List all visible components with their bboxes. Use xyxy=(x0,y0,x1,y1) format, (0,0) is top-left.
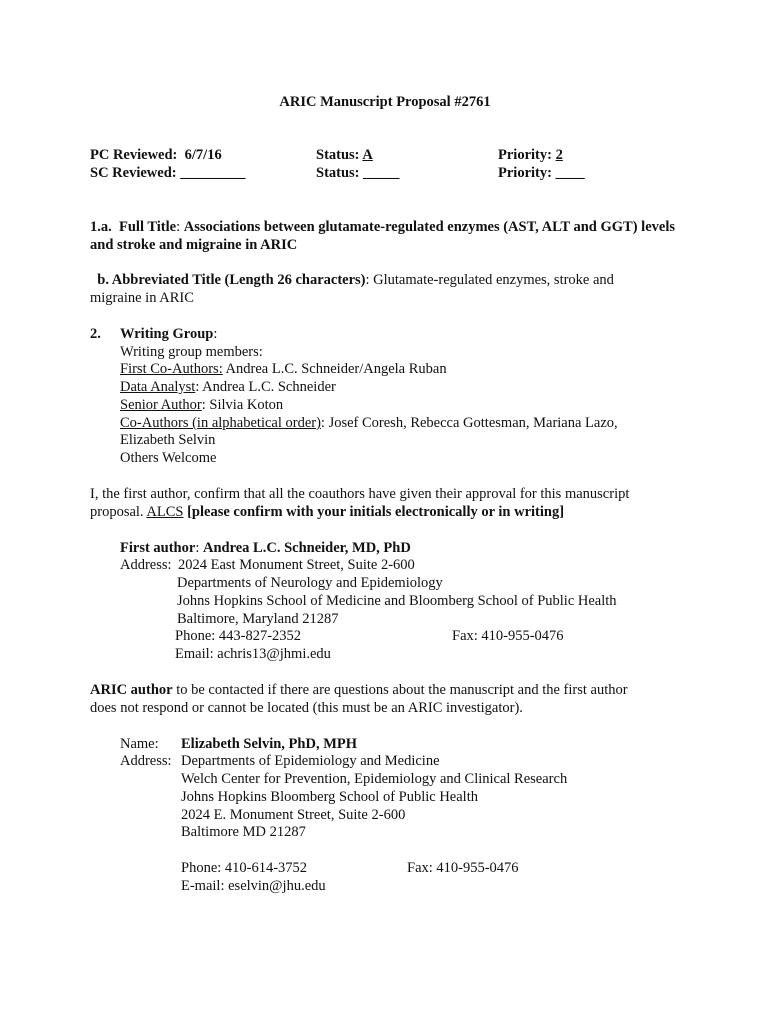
writing-group-heading xyxy=(120,326,217,344)
full-title-section xyxy=(90,219,675,255)
aric-address-line: Welch Center for Prevention, Epidemiology and Clinical Research xyxy=(181,771,568,787)
others-welcome: Others Welcome xyxy=(120,450,217,466)
priority-sc-label: Priority: xyxy=(498,165,552,181)
first-coauthors-value: Andrea L.C. Schneider/Angela Ruban xyxy=(222,361,447,377)
coauthors xyxy=(120,415,618,433)
aric-author-line-1 xyxy=(90,682,628,700)
sc-reviewed-value: _________ xyxy=(180,165,246,181)
pc-reviewed xyxy=(90,147,222,165)
aric-email: E-mail: eselvin@jhu.edu xyxy=(181,878,326,894)
status-sc-value: _____ xyxy=(363,165,400,181)
first-author-phone: Phone: 443-827-2352 xyxy=(175,628,302,644)
senior-author-value: : Silvia Koton xyxy=(201,397,284,413)
coauthors-label: Co-Authors (in alphabetical order) xyxy=(120,415,321,431)
first-author-address-line: Baltimore, Maryland 21287 xyxy=(177,611,339,627)
writing-group-number: 2. xyxy=(90,326,101,342)
senior-author-label: Senior Author xyxy=(120,397,202,413)
sc-reviewed xyxy=(90,165,245,183)
full-title-sep: : xyxy=(176,219,184,235)
writing-group-members-heading: Writing group members: xyxy=(120,344,263,360)
abbreviated-title-section xyxy=(90,272,660,308)
data-analyst-label: Data Analyst xyxy=(120,379,196,395)
sc-reviewed-label: SC Reviewed: xyxy=(90,165,177,181)
abbreviated-title-text: Glutamate-regulated enzymes, stroke and migraine in ARIC xyxy=(90,272,614,306)
aric-address-line: 2024 E. Monument Street, Suite 2-600 xyxy=(181,807,406,823)
status-sc-label: Status: xyxy=(316,165,360,181)
first-author-email: Email: achris13@jhmi.edu xyxy=(175,646,331,662)
aric-phone: Phone: 410-614-3752 xyxy=(181,860,308,876)
coauthors-value: : Josef Coresh, Rebecca Gottesman, Mariana Lazo, xyxy=(320,415,618,431)
priority-pc-label: Priority: xyxy=(498,147,552,163)
aric-author-line-2: does not respond or cannot be located (this must be an ARIC investigator). xyxy=(90,700,523,716)
confirm-initials: ALCS xyxy=(146,504,184,520)
first-author-sep: : xyxy=(195,540,203,556)
data-analyst xyxy=(120,379,336,397)
priority-pc-value: 2 xyxy=(555,147,563,163)
first-author-fax: Fax: 410-955-0476 xyxy=(452,628,564,644)
aric-address-line: Baltimore MD 21287 xyxy=(181,824,306,840)
pc-reviewed-label: PC Reviewed: xyxy=(90,147,178,163)
aric-fax: Fax: 410-955-0476 xyxy=(407,860,519,876)
pc-reviewed-value: 6/7/16 xyxy=(184,147,222,163)
aric-address-line: Johns Hopkins Bloomberg School of Public Health xyxy=(181,789,478,805)
coauthors-continued: Elizabeth Selvin xyxy=(120,432,216,448)
aric-name-label: Name: xyxy=(120,736,159,752)
aric-author-line-1-rest: to be contacted if there are questions about the manuscript and the first author xyxy=(172,682,628,698)
status-pc-label: Status: xyxy=(316,147,360,163)
first-author-address-line: Departments of Neurology and Epidemiology xyxy=(177,575,443,591)
aric-author-label: ARIC author xyxy=(90,682,173,698)
full-title-text: Associations between glutamate-regulated enzymes (AST, ALT and GGT) levels and stroke and migraine in ARIC xyxy=(90,219,675,253)
first-author-address-line: Johns Hopkins School of Medicine and Bloomberg School of Public Health xyxy=(177,593,617,609)
confirm-line-2 xyxy=(90,504,564,522)
abbreviated-title-label: b. Abbreviated Title (Length 26 characters) xyxy=(97,272,366,288)
first-author-name: Andrea L.C. Schneider, MD, PhD xyxy=(202,540,411,556)
document-title: ARIC Manuscript Proposal #2761 xyxy=(279,94,491,110)
aric-address-label: Address: xyxy=(120,753,172,769)
first-author-label: First author xyxy=(120,540,196,556)
first-author-address-line: 2024 East Monument Street, Suite 2-600 xyxy=(178,557,415,573)
writing-group-label: Writing Group xyxy=(120,326,214,342)
senior-author xyxy=(120,397,283,415)
aric-address-line: Departments of Epidemiology and Medicine xyxy=(181,753,440,769)
confirm-line-1: I, the first author, confirm that all the coauthors have given their approval for this manuscript xyxy=(90,486,630,502)
first-author-line xyxy=(120,540,411,558)
aric-name: Elizabeth Selvin, PhD, MPH xyxy=(181,736,358,752)
priority-sc-value: ____ xyxy=(555,165,585,181)
status-pc-value: A xyxy=(362,147,373,163)
confirm-prefix: proposal. xyxy=(90,504,147,520)
writing-group-colon: : xyxy=(213,326,218,342)
first-coauthors-label: First Co-Authors: xyxy=(120,361,223,377)
status-pc xyxy=(316,147,373,165)
abbreviated-title-sep: : xyxy=(365,272,374,288)
data-analyst-value: : Andrea L.C. Schneider xyxy=(195,379,336,395)
priority-pc xyxy=(498,147,563,165)
first-coauthors xyxy=(120,361,447,379)
confirm-instruction: [please confirm with your initials electronically or in writing] xyxy=(183,504,565,520)
priority-sc xyxy=(498,165,585,183)
full-title-num: 1.a. xyxy=(90,219,112,235)
status-sc xyxy=(316,165,399,183)
first-author-address-label: Address: xyxy=(120,557,172,573)
full-title-label: Full Title xyxy=(119,219,177,235)
